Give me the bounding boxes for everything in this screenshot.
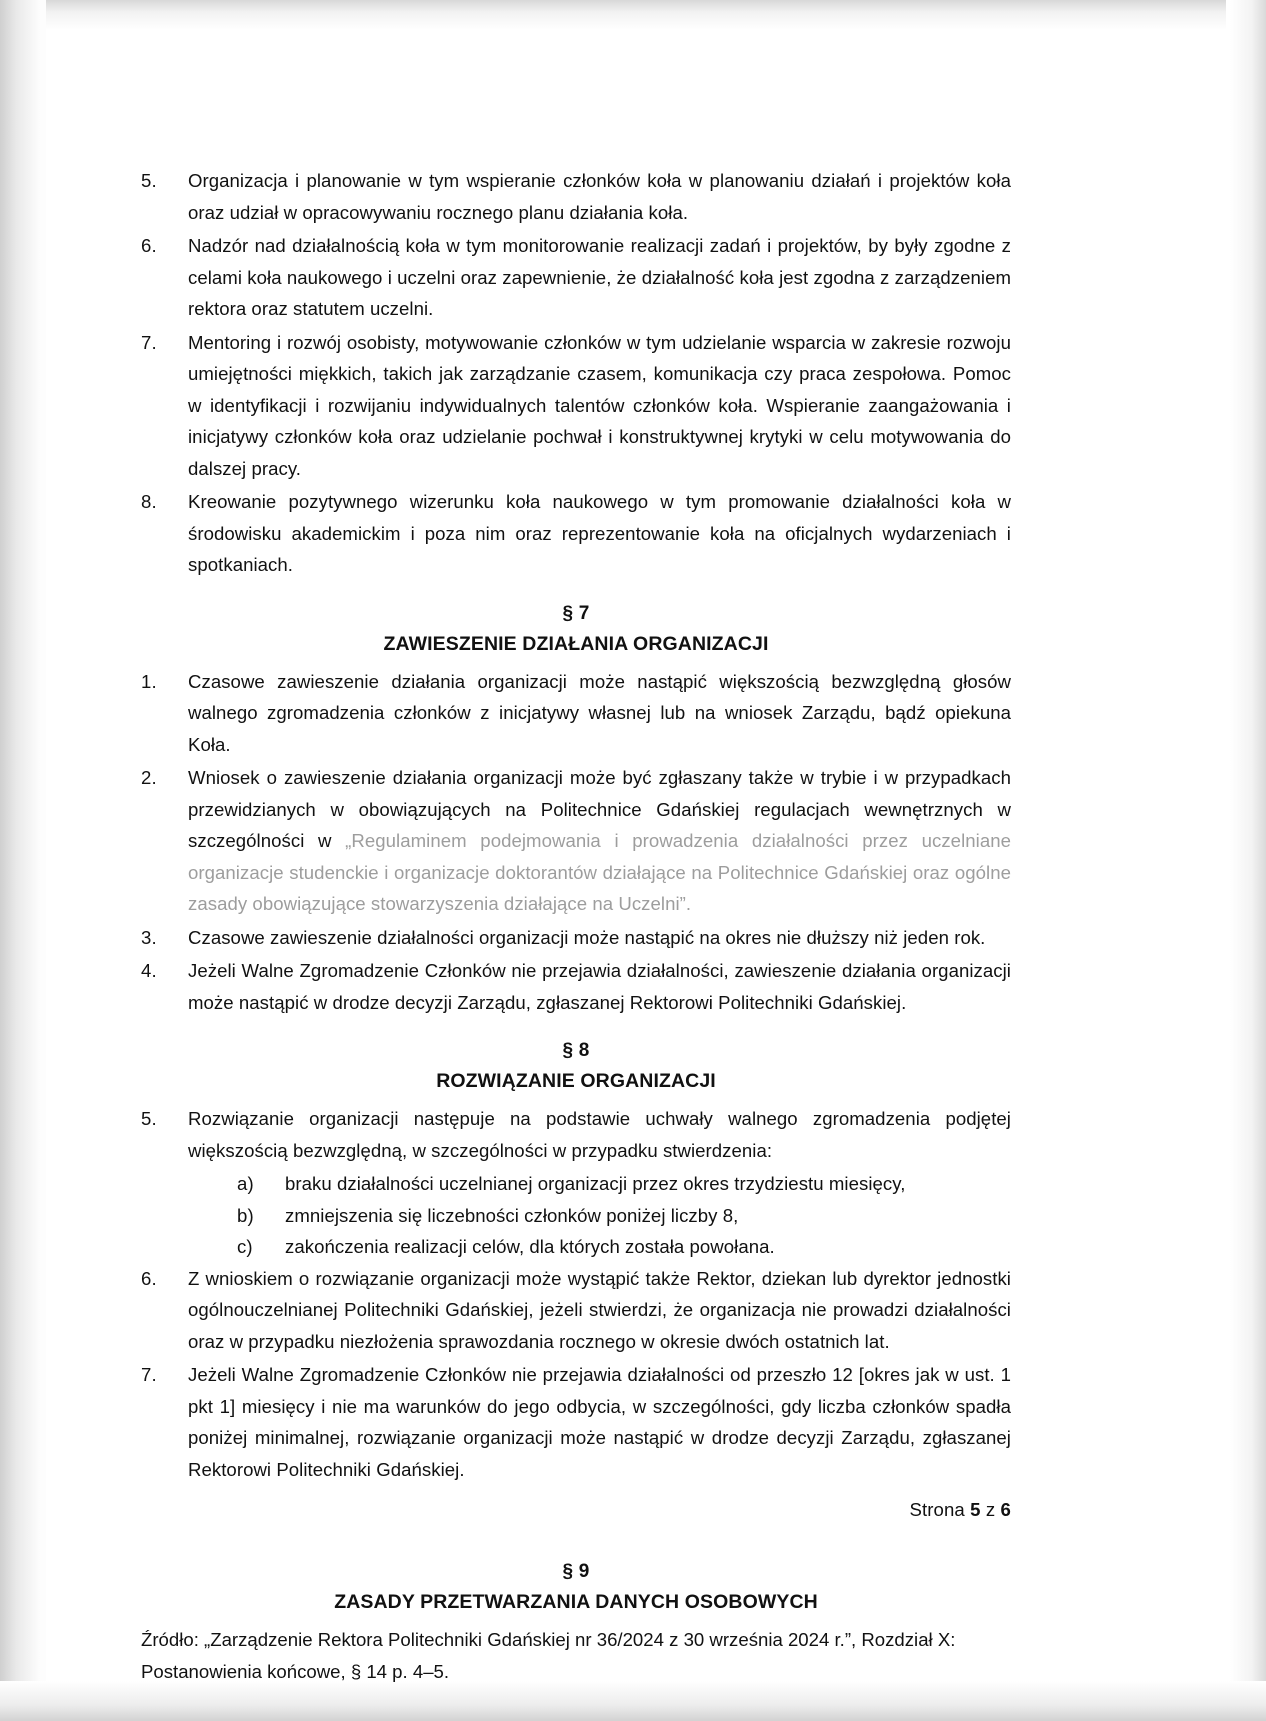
section-7-list xyxy=(141,666,1011,1019)
footer-separator: z xyxy=(985,1499,996,1520)
footer-total-pages: 6 xyxy=(1000,1499,1011,1520)
page-content xyxy=(141,165,1011,1687)
list-item xyxy=(141,1359,1011,1485)
list-item xyxy=(141,922,1011,954)
list-item-marker: 5. xyxy=(141,170,157,191)
list-item xyxy=(237,1200,1011,1232)
section-heading-8 xyxy=(141,1036,1011,1097)
list-item-marker: a) xyxy=(237,1173,254,1194)
section-8-sublist xyxy=(237,1168,1011,1263)
list-item-marker: 5. xyxy=(141,1108,157,1129)
list-item-text: braku działalności uczelnianej organizacji przez okres trzydziestu miesięcy, xyxy=(285,1173,906,1194)
source-note: Źródło: „Zarządzenie Rektora Politechniki Gdańskiej nr 36/2024 z 30 września 2024 r.”, Rozdział X: Postanowienia końcowe, § 14 p. 4–5. xyxy=(141,1629,956,1682)
scan-edge-top xyxy=(0,0,1266,30)
list-item-text-dark: Wniosek o zawieszenie działania organizacji może być zgłaszany także w trybie i w przypadkach przewidzianych w obowiązujących na Politechnice Gdańskiej regulacjach wewnętrznych w szczególności w xyxy=(188,767,1011,851)
section-8-list xyxy=(141,1103,1011,1485)
list-item-marker: 3. xyxy=(141,926,157,948)
footer-current-page: 5 xyxy=(970,1499,981,1520)
section-spacer xyxy=(141,1487,1011,1539)
list-item-marker: 7. xyxy=(141,331,157,353)
section-symbol: § 8 xyxy=(562,1040,590,1061)
list-item-marker: 2. xyxy=(141,767,157,788)
list-item-marker: 4. xyxy=(141,960,157,981)
list-item-text xyxy=(188,762,1011,920)
list-item-text: Rozwiązanie organizacji następuje na podstawie uchwały walnego zgromadzenia podjętej większością bezwzględną, w szczególności w przypadku stwierdzenia: xyxy=(188,1108,1011,1161)
list-item-marker: 8. xyxy=(141,491,157,512)
section-heading-9 xyxy=(141,1557,1011,1618)
list-item-text: zmniejszenia się liczebności członków poniżej liczby 8, xyxy=(285,1204,739,1226)
list-item xyxy=(141,486,1011,581)
list-item-text: Czasowe zawieszenie działalności organizacji może nastąpić na okres nie dłuższy niż jeden rok. xyxy=(188,926,986,948)
list-item xyxy=(237,1168,1011,1200)
list-item xyxy=(141,327,1011,485)
list-item xyxy=(141,666,1011,761)
scan-edge-bottom xyxy=(0,1681,1266,1721)
list-item xyxy=(141,1263,1011,1358)
list-item-text: Mentoring i rozwój osobisty, motywowanie członków w tym udzielanie wsparcia w zakresie rozwoju umiejętności miękkich, takich jak zarządzanie czasem, komunikacja czy praca zespołowa. Pomoc w identyfikacji i rozwijaniu indywidualnych talentów członków koła. Wspieranie zaangażowania i inicjatywy członków koła oraz udzielanie pochwał i konstruktywnej krytyki w celu motywowania do dalszej pracy. xyxy=(188,331,1011,479)
list-item-marker: 6. xyxy=(141,1267,157,1289)
section-symbol: § 7 xyxy=(562,602,590,624)
continued-list xyxy=(141,165,1011,581)
list-item-faded xyxy=(141,762,1011,920)
section-heading-7 xyxy=(141,599,1011,660)
list-item xyxy=(141,1103,1011,1166)
list-item-marker: 1. xyxy=(141,670,157,692)
list-item xyxy=(141,955,1011,1018)
section-title: ZAWIESZENIE DZIAŁANIA ORGANIZACJI xyxy=(383,632,769,655)
list-item-text-faded: „Regulaminem podejmowania i prowadzenia działalności przez uczelniane organizacje studenckie i organizacje doktorantów działające na Politechnice Gdańskiej oraz ogólne zasady obowiązujące stowarzyszenia działające na Uczelni”. xyxy=(188,830,1011,914)
scan-edge-right xyxy=(1226,0,1266,1721)
list-item-text: Jeżeli Walne Zgromadzenie Członków nie przejawia działalności, zawieszenie działania organizacji może nastąpić w drodze decyzji Zarządu, zgłaszanej Rektorowi Politechniki Gdańskiej. xyxy=(188,960,1011,1013)
list-item-text: zakończenia realizacji celów, dla których została powołana. xyxy=(285,1236,775,1257)
list-item-text: Organizacja i planowanie w tym wspieranie członków koła w planowaniu działań i projektów koła oraz udział w opracowywaniu rocznego planu działania koła. xyxy=(188,170,1011,223)
section-symbol: § 9 xyxy=(562,1561,590,1582)
list-item-marker: 7. xyxy=(141,1364,157,1385)
page-footer xyxy=(909,1497,1011,1523)
list-item xyxy=(141,230,1011,325)
list-item-marker: c) xyxy=(237,1236,253,1257)
list-item-text: Kreowanie pozytywnego wizerunku koła naukowego w tym promowanie działalności koła w środowisku akademickim i poza nim oraz reprezentowanie koła na oficjalnych wydarzeniach i spotkaniach. xyxy=(188,491,1011,575)
list-item-marker: b) xyxy=(237,1204,254,1226)
section-title: ZASADY PRZETWARZANIA DANYCH OSOBOWYCH xyxy=(334,1591,818,1613)
list-item-text: Z wnioskiem o rozwiązanie organizacji może wystąpić także Rektor, dziekan lub dyrektor jednostki ogólnouczelnianej Politechniki Gdańskiej, jeżeli stwierdzi, że organizacja nie prowadzi działalności oraz w przypadku niezłożenia sprawozdania rocznego w okresie dwóch ostatnich lat. xyxy=(188,1267,1011,1352)
list-item xyxy=(141,165,1011,228)
list-item-text: Czasowe zawieszenie działania organizacji może nastąpić większością bezwzględną głosów walnego zgromadzenia członków z inicjatywy własnej lub na wniosek Zarządu, bądź opiekuna Koła. xyxy=(188,670,1011,755)
list-item-text: Nadzór nad działalnością koła w tym monitorowanie realizacji zadań i projektów, by były zgodne z celami koła naukowego i uczelni oraz zapewnienie, że działalność koła jest zgodna z zarządzeniem rektora oraz statutem uczelni. xyxy=(188,235,1011,319)
footer-prefix: Strona xyxy=(909,1499,965,1520)
list-item xyxy=(237,1231,1011,1263)
list-item-text: Jeżeli Walne Zgromadzenie Członków nie przejawia działalności od przeszło 12 [okres jak w ust. 1 pkt 1] miesięcy i nie ma warunków do jego odbycia, w szczególności, gdy liczba członków spadła poniżej minimalnej, rozwiązanie organizacji może nastąpić w drodze decyzji Zarządu, zgłaszanej Rektorowi Politechniki Gdańskiej. xyxy=(188,1364,1011,1480)
list-item-marker: 6. xyxy=(141,235,157,256)
section-title: ROZWIĄZANIE ORGANIZACJI xyxy=(436,1070,716,1092)
scan-edge-left xyxy=(0,0,46,1721)
